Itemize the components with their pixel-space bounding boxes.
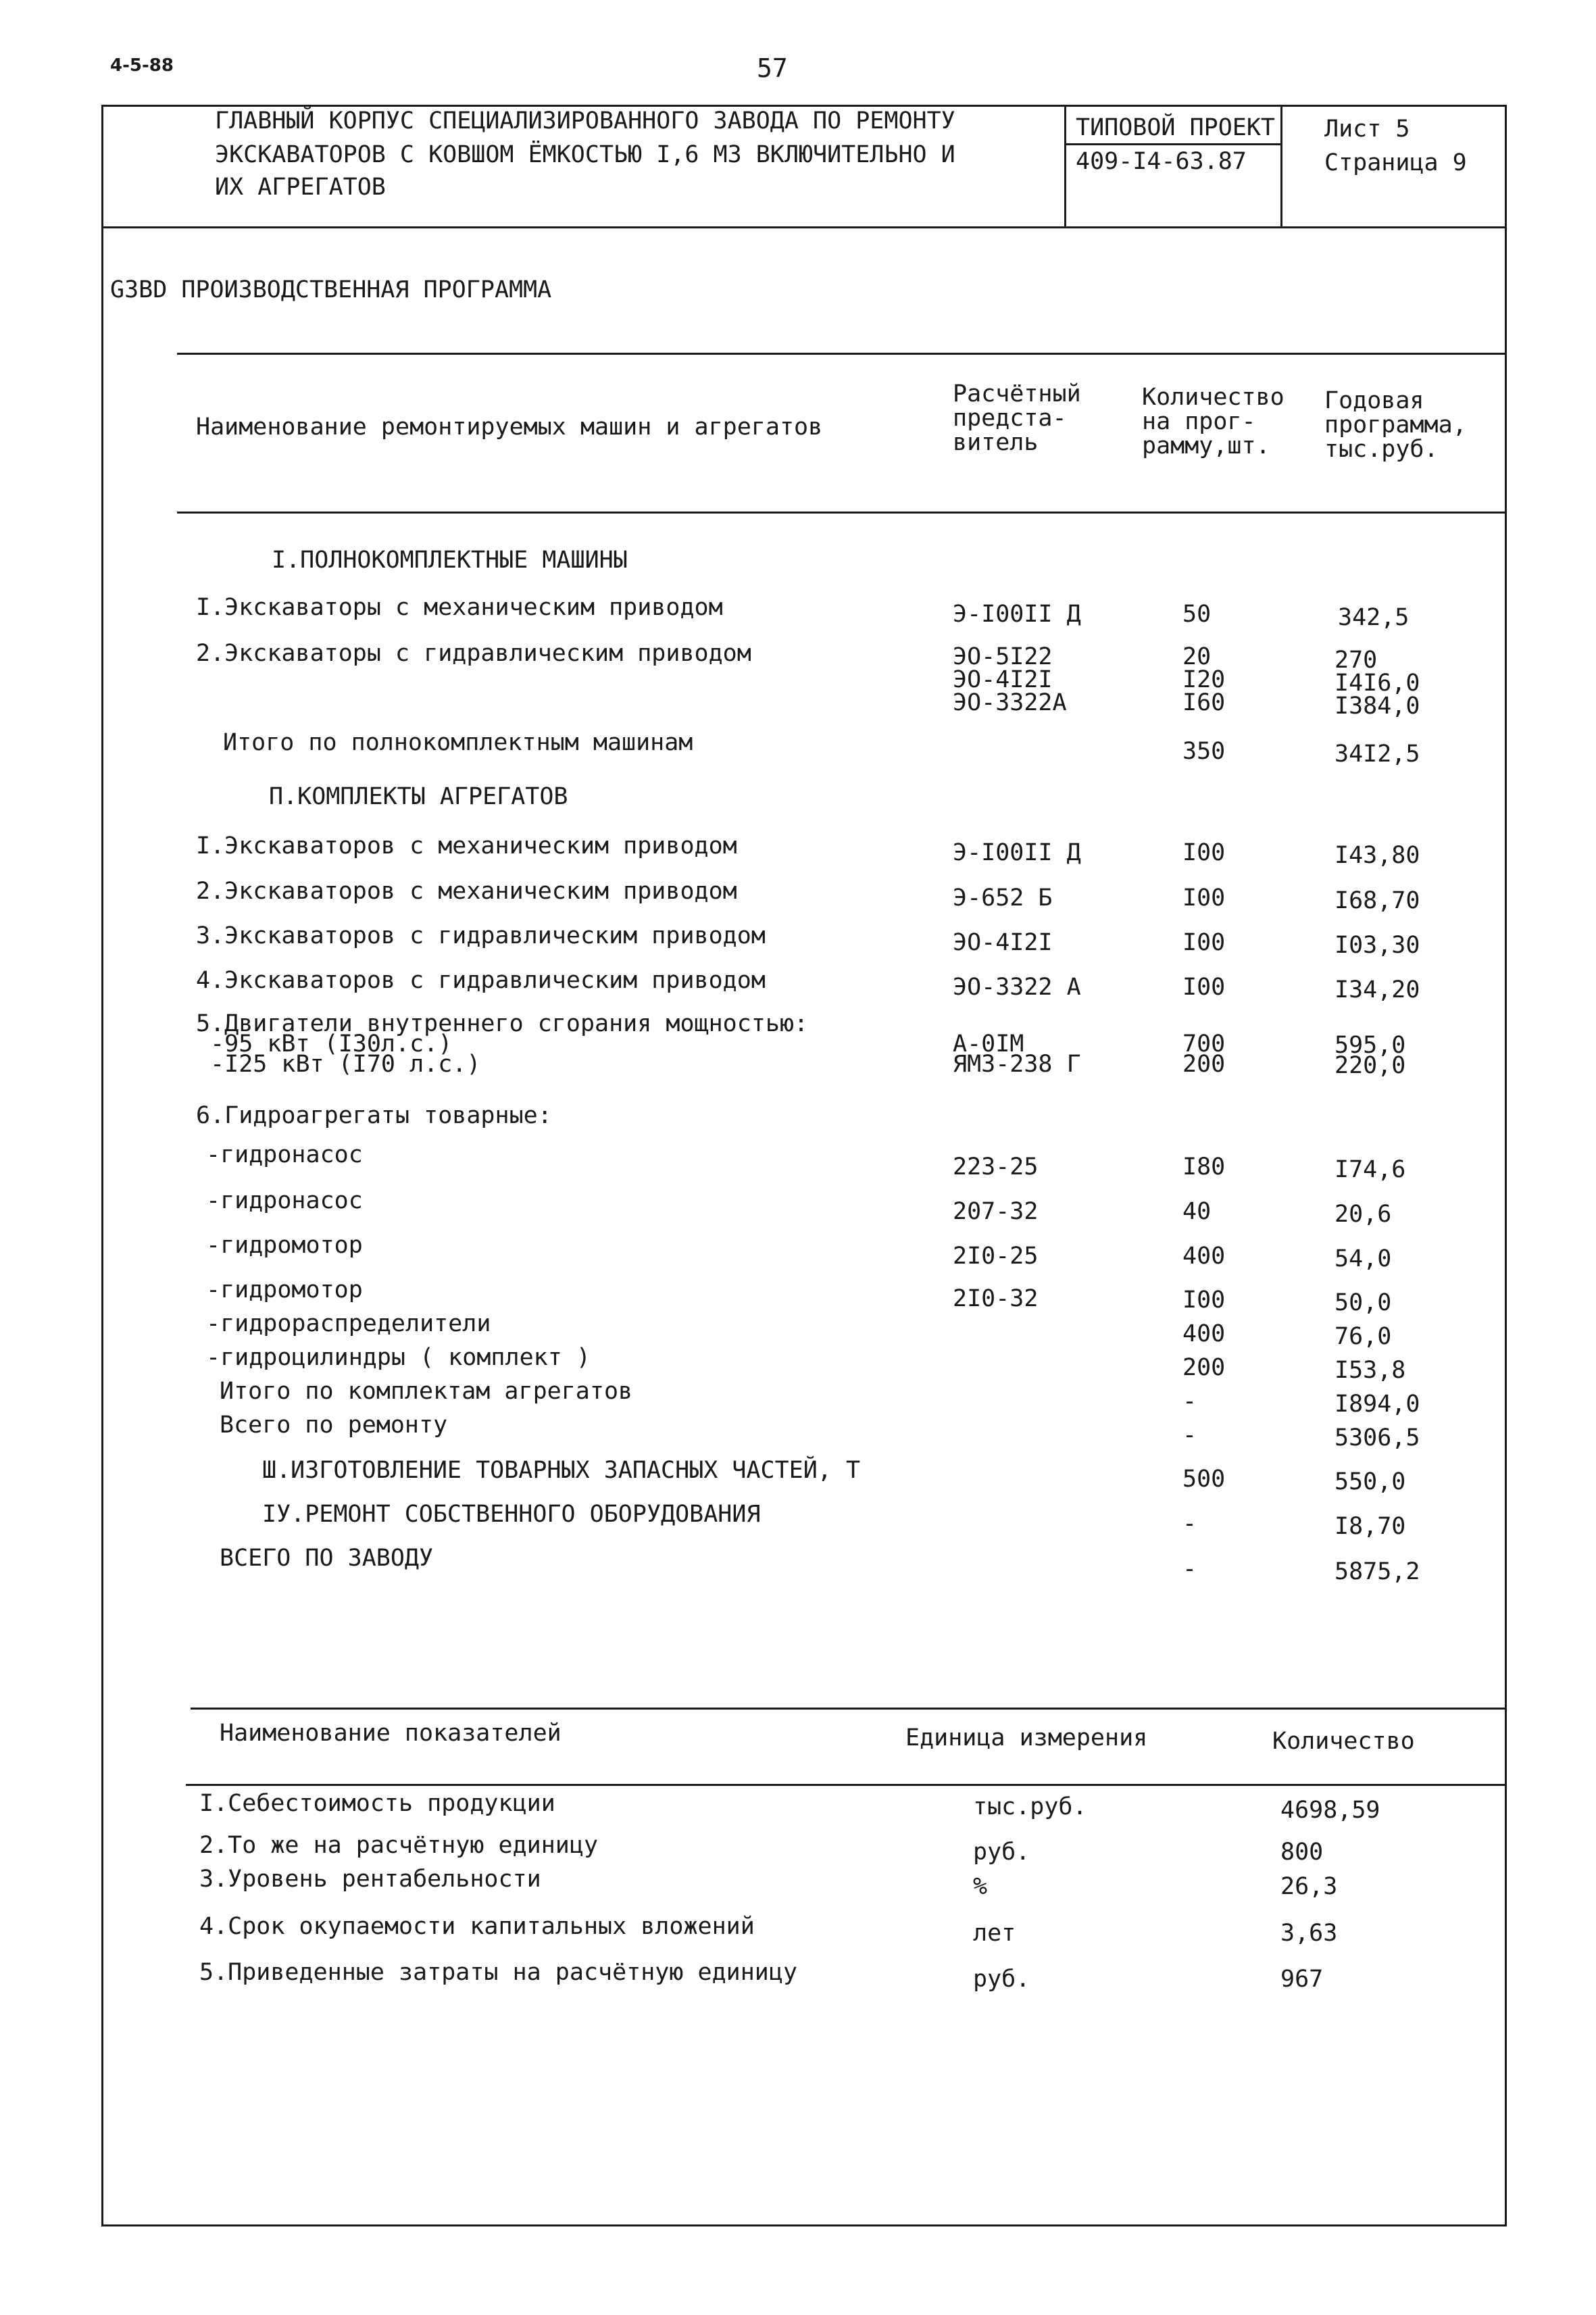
- table-row-qty: I00: [1182, 885, 1226, 912]
- table-row-unit: тыс.руб.: [973, 1793, 1087, 1820]
- table-row-rep: 207-32: [953, 1198, 1039, 1225]
- table-row-name: 4.Экскаваторов с гидравлическим приводом: [196, 967, 766, 994]
- table-row-qty: 350: [1182, 738, 1226, 765]
- table-row-name: 4.Срок окупаемости капитальных вложений: [199, 1913, 755, 1940]
- table-row-name: I.Себестоимость продукции: [199, 1790, 555, 1817]
- table-row-rep: ЭО-4I2I: [953, 929, 1053, 956]
- program-header-representative: Расчётный предста- витель: [953, 380, 1081, 456]
- table-row-val: I894,0: [1335, 1391, 1420, 1418]
- table-row-val: 270 I4I6,0 I384,0: [1335, 647, 1420, 720]
- table-row-rep: Э-652 Б: [953, 885, 1053, 912]
- table-row-val: 595,0 220,0: [1335, 1032, 1406, 1079]
- table-row-qty: I80: [1182, 1153, 1226, 1180]
- indicators-header-unit: Единица измерения: [905, 1724, 1148, 1751]
- table-row-name: 2.То же на расчётную единицу: [199, 1832, 599, 1859]
- program-header-annual: Годовая программа, тыс.руб.: [1324, 387, 1467, 463]
- table-row-val: I03,30: [1335, 932, 1420, 959]
- table-row-qty: 400: [1182, 1320, 1226, 1347]
- indicators-table-top-line: [191, 1708, 1507, 1710]
- table-row-name: 5.Двигатели внутреннего сгорания мощностью: -95 кВт (I30л.с.) -I25 кВт (I70 л.с.): [196, 1010, 809, 1078]
- table-row-qty: 4698,59: [1280, 1797, 1380, 1824]
- table-row-val: 5875,2: [1335, 1558, 1420, 1585]
- table-row-qty: 3,63: [1280, 1920, 1338, 1947]
- table-row-name: 5.Приведенные затраты на расчётную единицу: [199, 1959, 798, 1986]
- table-row-name: -гидронасос: [206, 1141, 363, 1168]
- table-row-rep: 2I0-32: [953, 1285, 1039, 1312]
- table-row-qty: I00: [1182, 839, 1226, 866]
- program-table-header-line: [177, 512, 1507, 514]
- table-row-val: 550,0: [1335, 1468, 1406, 1495]
- table-row-val: 342,5: [1338, 604, 1410, 631]
- table-row-qty: 700 200: [1182, 1030, 1226, 1078]
- stamp-title-line-2: ЭКСКАВАТОРОВ С КОВШОМ ЁМКОСТЬЮ I,6 М3 ВКЛЮЧИТЕЛЬНО И: [215, 141, 955, 168]
- table-row-val: 34I2,5: [1335, 741, 1420, 768]
- table-row-name: 3.Уровень рентабельности: [199, 1866, 541, 1893]
- table-row-val: 5306,5: [1335, 1424, 1420, 1451]
- table-row-rep: ЭО-5I22 ЭО-4I2I ЭО-3322А: [953, 643, 1067, 716]
- table-row-qty: 40: [1182, 1198, 1212, 1225]
- project-label: ТИПОВОЙ ПРОЕКТ: [1076, 114, 1276, 141]
- table-row-val: 50,0: [1335, 1289, 1392, 1316]
- table-row-val: I68,70: [1335, 887, 1420, 914]
- table-row-rep: 223-25: [953, 1153, 1039, 1180]
- table-row-name: Ш.ИЗГОТОВЛЕНИЕ ТОВАРНЫХ ЗАПАСНЫХ ЧАСТЕЙ, Т: [262, 1457, 861, 1484]
- table-row-val: I8,70: [1335, 1513, 1406, 1540]
- table-row-name: -гидрораспределители: [206, 1310, 491, 1337]
- page-index: Страница 9: [1324, 149, 1467, 176]
- project-number: 409-I4-63.87: [1076, 148, 1247, 175]
- stamp-divider-1: [1064, 105, 1066, 228]
- table-row-qty: 500: [1182, 1466, 1226, 1493]
- table-row-qty: 26,3: [1280, 1873, 1338, 1900]
- table-row-name: П.КОМПЛЕКТЫ АГРЕГАТОВ: [269, 783, 568, 810]
- table-row-name: Итого по полнокомплектным машинам: [223, 729, 693, 756]
- table-row-qty: -: [1182, 1422, 1197, 1449]
- table-row-name: -гидромотор: [206, 1232, 363, 1259]
- table-row-qty: I00: [1182, 1287, 1226, 1314]
- table-row-name: 2.Экскаваторов с механическим приводом: [196, 878, 737, 905]
- table-row-name: I.Экскаваторы с механическим приводом: [196, 594, 723, 621]
- program-header-quantity: Количество на прог- рамму,шт.: [1142, 384, 1285, 459]
- table-row-val: I43,80: [1335, 842, 1420, 869]
- table-row-name: 6.Гидроагрегаты товарные:: [196, 1102, 552, 1129]
- indicators-table-header-line: [186, 1784, 1507, 1786]
- stamp-bottom-line: [101, 226, 1507, 228]
- stamp-divider-2: [1280, 105, 1282, 228]
- table-row-name: -гидроцилиндры ( комплект ): [206, 1344, 591, 1371]
- table-row-unit: руб.: [973, 1839, 1030, 1866]
- table-row-val: I53,8: [1335, 1357, 1406, 1384]
- table-row-name: 3.Экскаваторов с гидравлическим приводом: [196, 922, 766, 949]
- table-row-unit: лет: [973, 1920, 1016, 1947]
- table-row-rep: Э-I00II Д: [953, 839, 1081, 866]
- table-row-qty: 200: [1182, 1354, 1226, 1381]
- table-row-name: IУ.РЕМОНТ СОБСТВЕННОГО ОБОРУДОВАНИЯ: [262, 1501, 761, 1528]
- page-number: 57: [757, 53, 788, 83]
- section-title: G3BD ПРОИЗВОДСТВЕННАЯ ПРОГРАММА: [110, 276, 552, 303]
- table-row-name: -гидронасос: [206, 1187, 363, 1214]
- stamp-title-line-3: ИХ АГРЕГАТОВ: [215, 174, 386, 201]
- table-row-unit: %: [973, 1873, 988, 1900]
- indicators-header-name: Наименование показателей: [220, 1720, 562, 1747]
- table-row-val: I34,20: [1335, 976, 1420, 1003]
- table-row-qty: -: [1182, 1510, 1197, 1537]
- table-row-name: 2.Экскаваторы с гидравлическим приводом: [196, 640, 751, 667]
- table-row-qty: 400: [1182, 1243, 1226, 1270]
- table-row-rep: Э-I00II Д: [953, 601, 1081, 628]
- table-row-val: 76,0: [1335, 1323, 1392, 1350]
- stamp-title-line-1: ГЛАВНЫЙ КОРПУС СПЕЦИАЛИЗИРОВАННОГО ЗАВОДА ПО РЕМОНТУ: [215, 107, 955, 134]
- table-row-qty: 50: [1182, 601, 1212, 628]
- table-row-val: 54,0: [1335, 1245, 1392, 1272]
- table-row-val: 20,6: [1335, 1201, 1392, 1228]
- table-row-qty: -: [1182, 1555, 1197, 1583]
- table-row-qty: 967: [1280, 1966, 1324, 1993]
- table-row-rep: А-0IМ ЯМЗ-238 Г: [953, 1030, 1081, 1078]
- table-row-qty: -: [1182, 1388, 1197, 1415]
- table-row-name: Итого по комплектам агрегатов: [220, 1378, 633, 1405]
- document-code: 4-5-88: [110, 55, 174, 76]
- table-row-name: Всего по ремонту: [220, 1412, 448, 1439]
- program-table-top-line: [177, 353, 1507, 355]
- program-header-name: Наименование ремонтируемых машин и агрегатов: [196, 414, 823, 441]
- table-row-qty: 20 I20 I60: [1182, 643, 1226, 716]
- table-row-rep: 2I0-25: [953, 1243, 1039, 1270]
- table-row-val: I74,6: [1335, 1156, 1406, 1183]
- sheet-number: Лист 5: [1324, 116, 1410, 143]
- table-row-name: -гидромотор: [206, 1276, 363, 1303]
- table-row-name: I.Экскаваторов с механическим приводом: [196, 832, 737, 860]
- table-row-unit: руб.: [973, 1966, 1030, 1993]
- table-row-name: ВСЕГО ПО ЗАВОДУ: [220, 1545, 434, 1572]
- indicators-header-quantity: Количество: [1272, 1728, 1415, 1755]
- table-row-qty: I00: [1182, 974, 1226, 1001]
- table-row-qty: I00: [1182, 929, 1226, 956]
- table-row-name: I.ПОЛНОКОМПЛЕКТНЫЕ МАШИНЫ: [272, 547, 628, 574]
- table-row-qty: 800: [1280, 1839, 1324, 1866]
- table-row-rep: ЭО-3322 А: [953, 974, 1081, 1001]
- stamp-project-line: [1064, 143, 1282, 145]
